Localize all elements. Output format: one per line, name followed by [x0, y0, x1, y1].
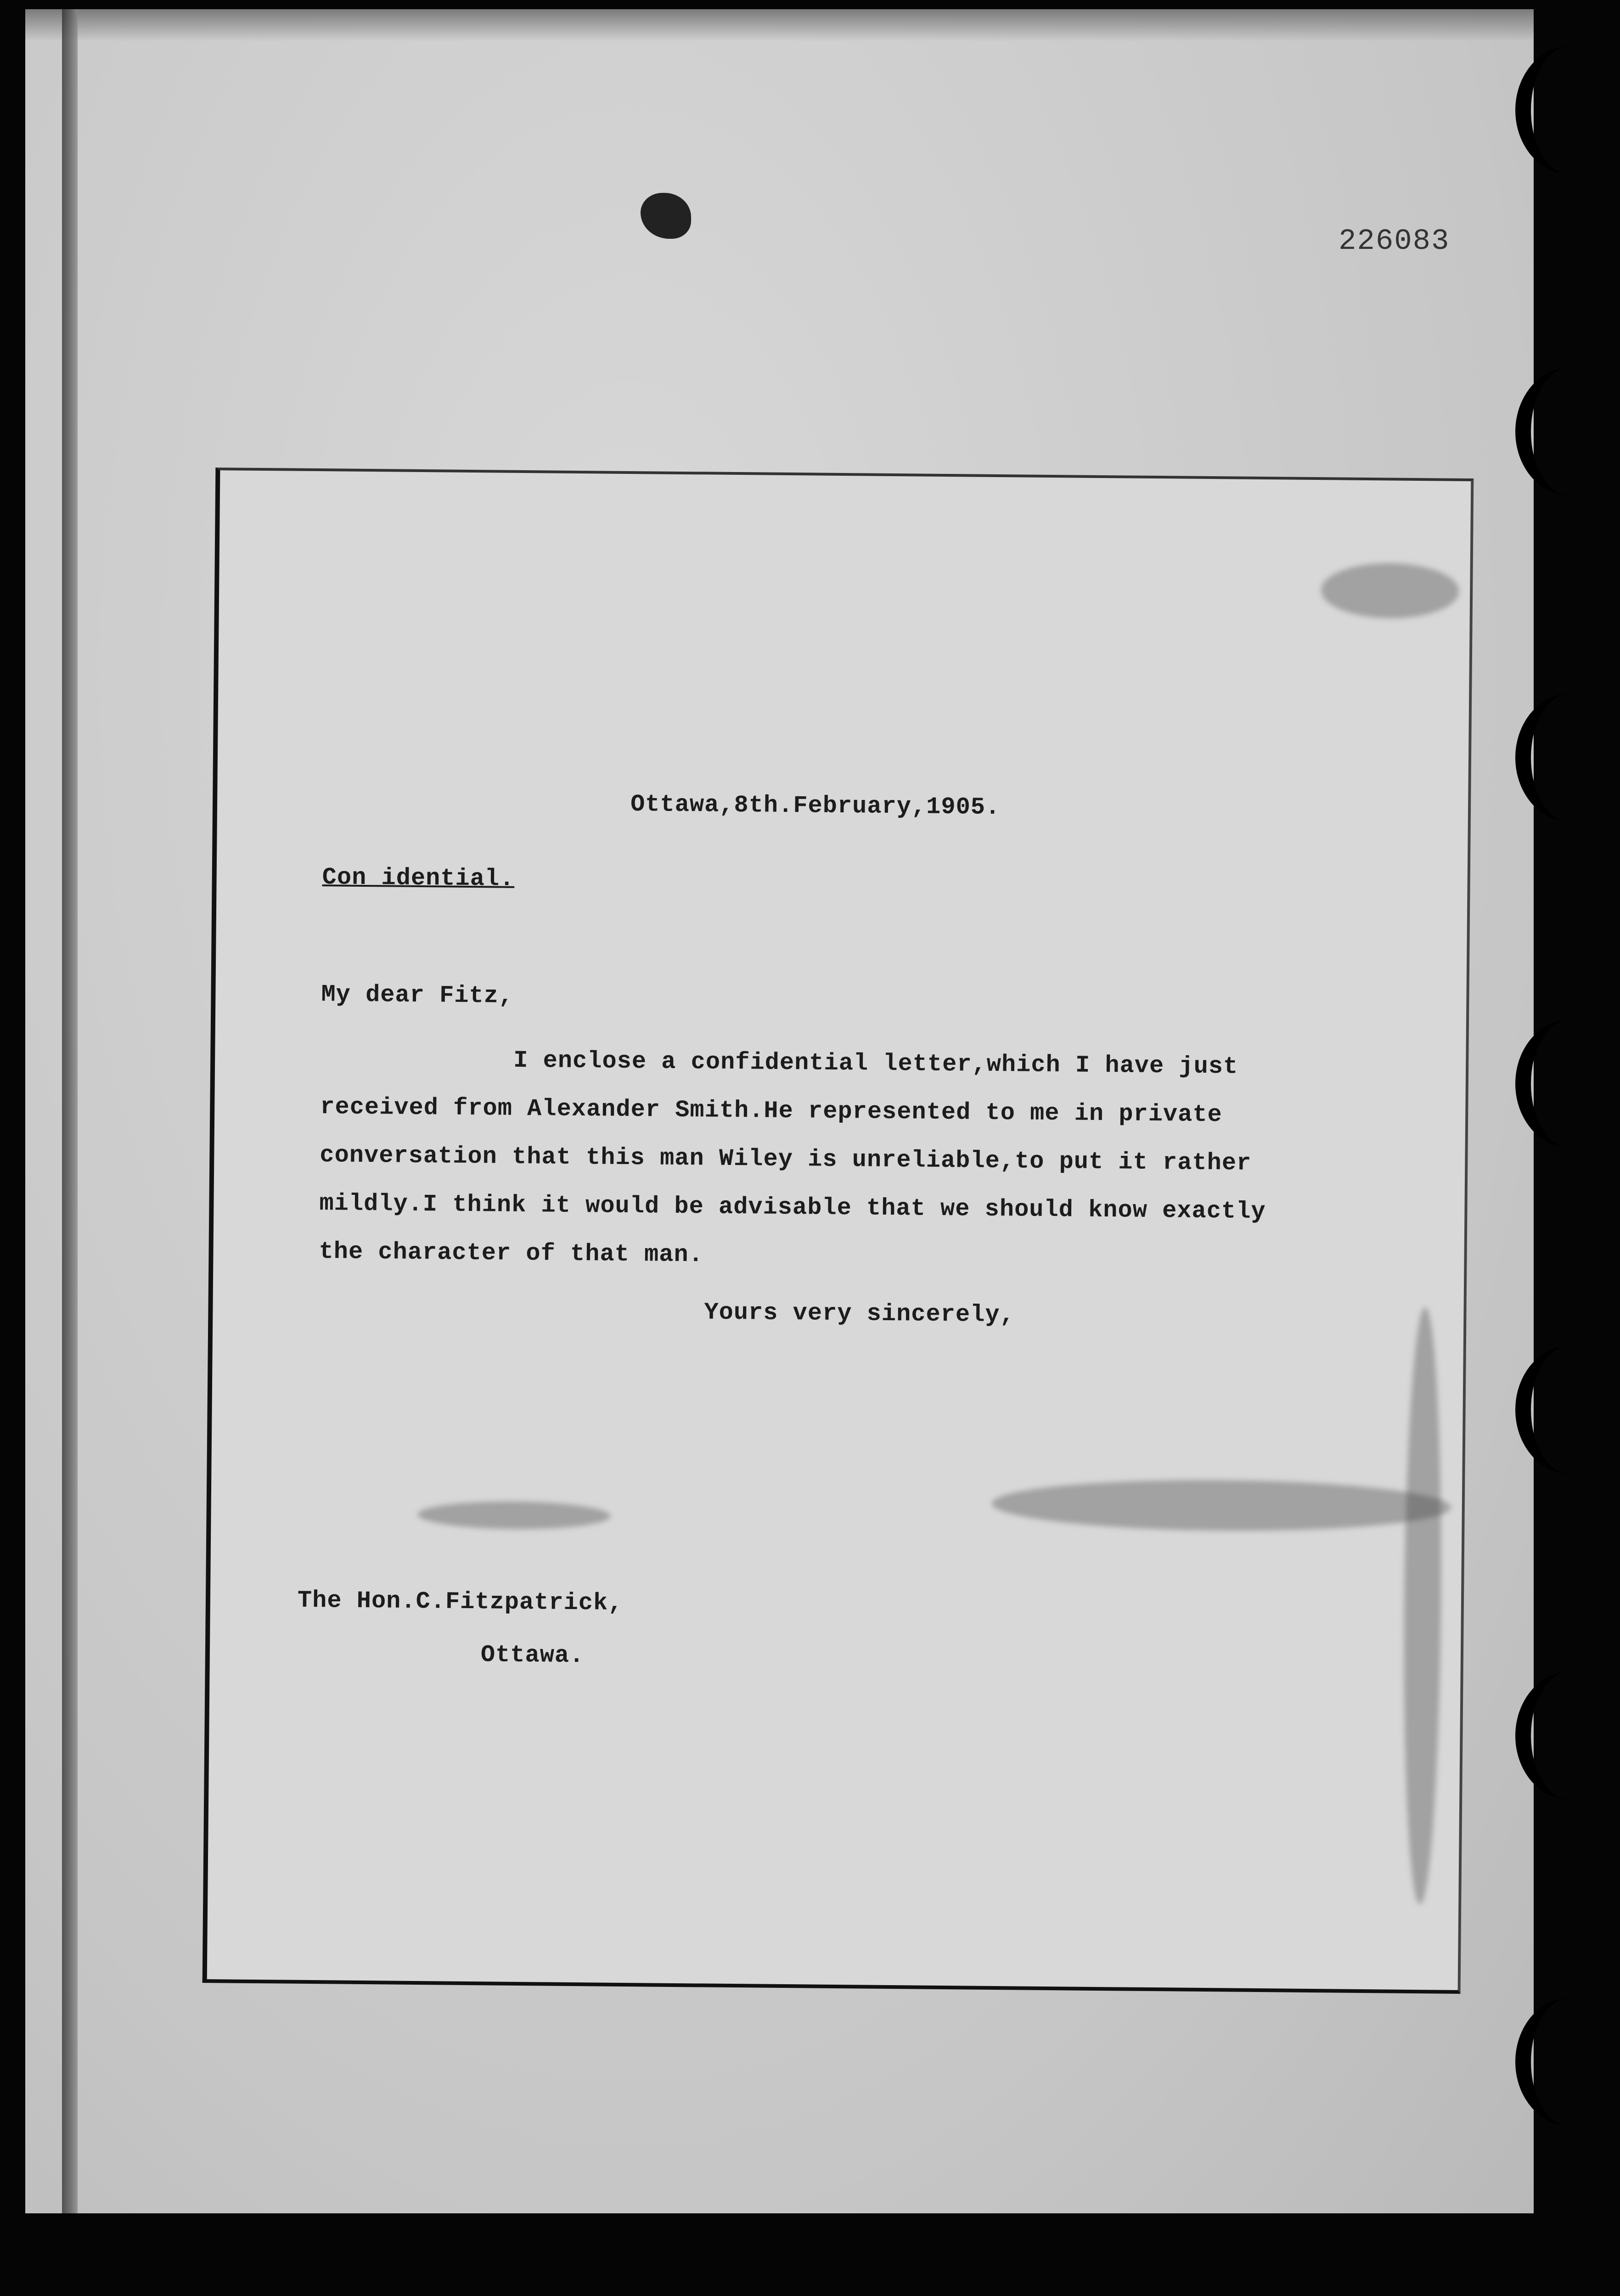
body-line: I enclose a confidential letter,which I have just [513, 1047, 1238, 1080]
stain [991, 1478, 1451, 1533]
body-line: conversation that this man Wiley is unreliable,to put it rather [320, 1142, 1252, 1177]
confidential-label: Con idential. [322, 864, 515, 893]
body-line: received from Alexander Smith.He represented to me in private [320, 1093, 1223, 1129]
stain [417, 1501, 611, 1530]
stain [1321, 563, 1459, 619]
page-number: 226083 [1339, 225, 1450, 258]
page-left-edge [62, 9, 78, 2213]
letter-sheet [202, 467, 1474, 1994]
body-line: the character of that man. [319, 1238, 704, 1269]
salutation: My dear Fitz, [321, 981, 514, 1010]
addressee-name: The Hon.C.Fitzpatrick, [297, 1587, 623, 1617]
ink-blot [641, 193, 691, 239]
letter-date: Ottawa,8th.February,1905. [630, 791, 1001, 822]
closing: Yours very sincerely, [704, 1299, 1015, 1329]
page-top-shadow [25, 9, 1534, 41]
scanned-page [25, 9, 1534, 2213]
stain [1401, 1307, 1443, 1905]
body-line: mildly.I think it would be advisable that we should know exactly [319, 1190, 1266, 1226]
addressee-city: Ottawa. [480, 1641, 585, 1670]
